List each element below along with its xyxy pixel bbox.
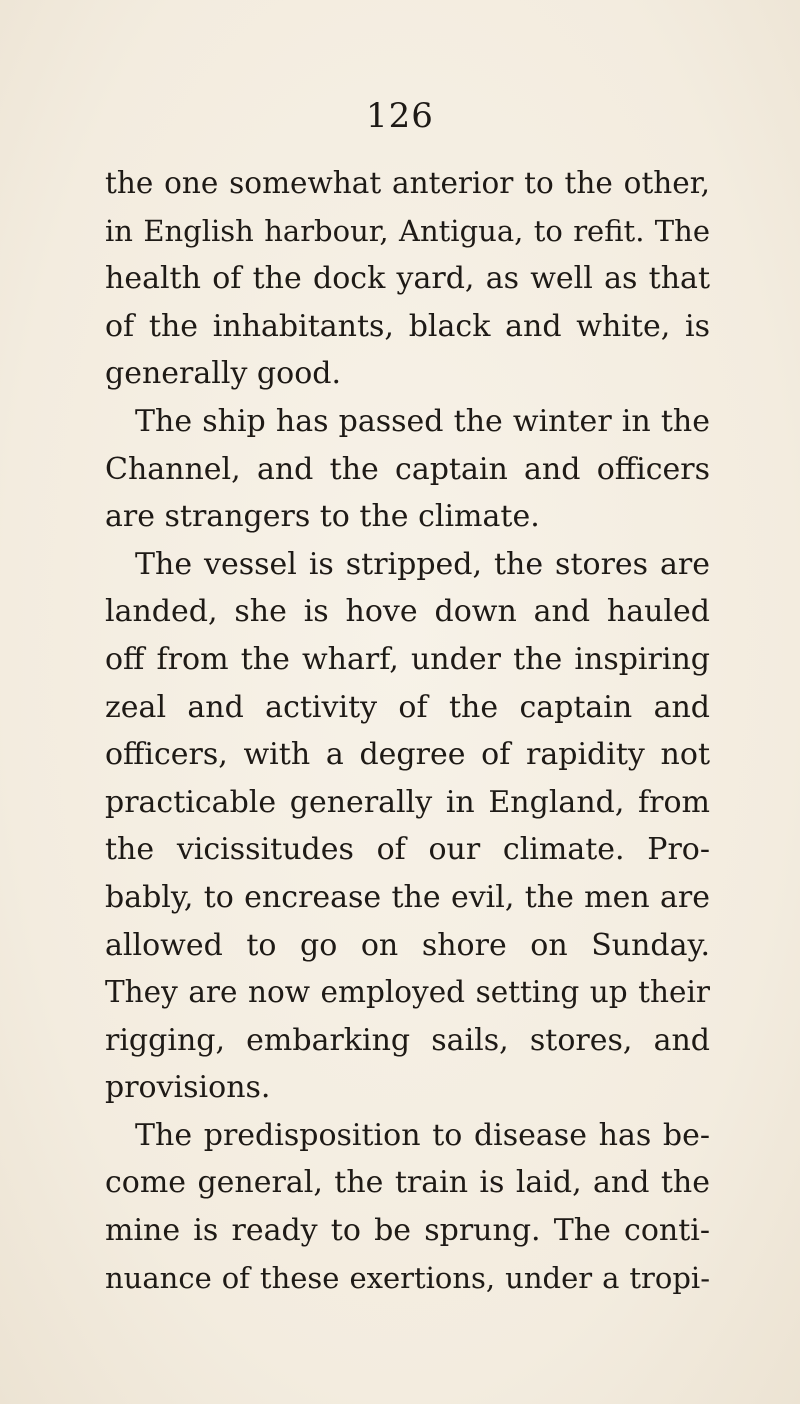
text-line: come general, the train is laid, and the [105,1165,710,1201]
text-line: allowed to go on shore on Sunday. [105,927,710,963]
body-text [105,160,710,1302]
text-line: rigging, embarking sails, stores, and [105,1022,710,1058]
text-line: in English harbour, Antigua, to refit. The [105,213,710,248]
page-number: 126 [366,96,434,136]
text-line: zeal and activity of the captain and [105,689,710,725]
text-line: bably, to encrease the evil, the men are [105,879,710,915]
text-line: are strangers to the climate. [105,499,540,535]
text-line: practicable generally in England, from [105,784,710,820]
text-line: landed, she is hove down and hauled [105,594,710,630]
text-line: They are now employed setting up their [105,975,710,1010]
text-line: the vicissitudes of our climate. Pro- [105,832,710,868]
text-line: officers, with a degree of rapidity not [105,737,710,773]
text-line: nuance of these exertions, under a tropi- [105,1260,710,1295]
text-line: of the inhabitants, black and white, is [105,308,710,344]
text-line: health of the dock yard, as well as that [105,261,710,297]
text-line: The ship has passed the winter in the [135,403,710,439]
text-line: off from the wharf, under the inspiring [105,641,710,677]
text-line: The vessel is stripped, the stores are [135,546,710,582]
text-line: mine is ready to be sprung. The conti- [105,1213,710,1249]
text-line: Channel, and the captain and officers [105,451,710,487]
text-line: The predisposition to disease has be- [135,1117,710,1153]
text-line: provisions. [105,1070,271,1106]
text-line: the one somewhat anterior to the other, [105,166,710,200]
text-line: generally good. [105,356,342,392]
